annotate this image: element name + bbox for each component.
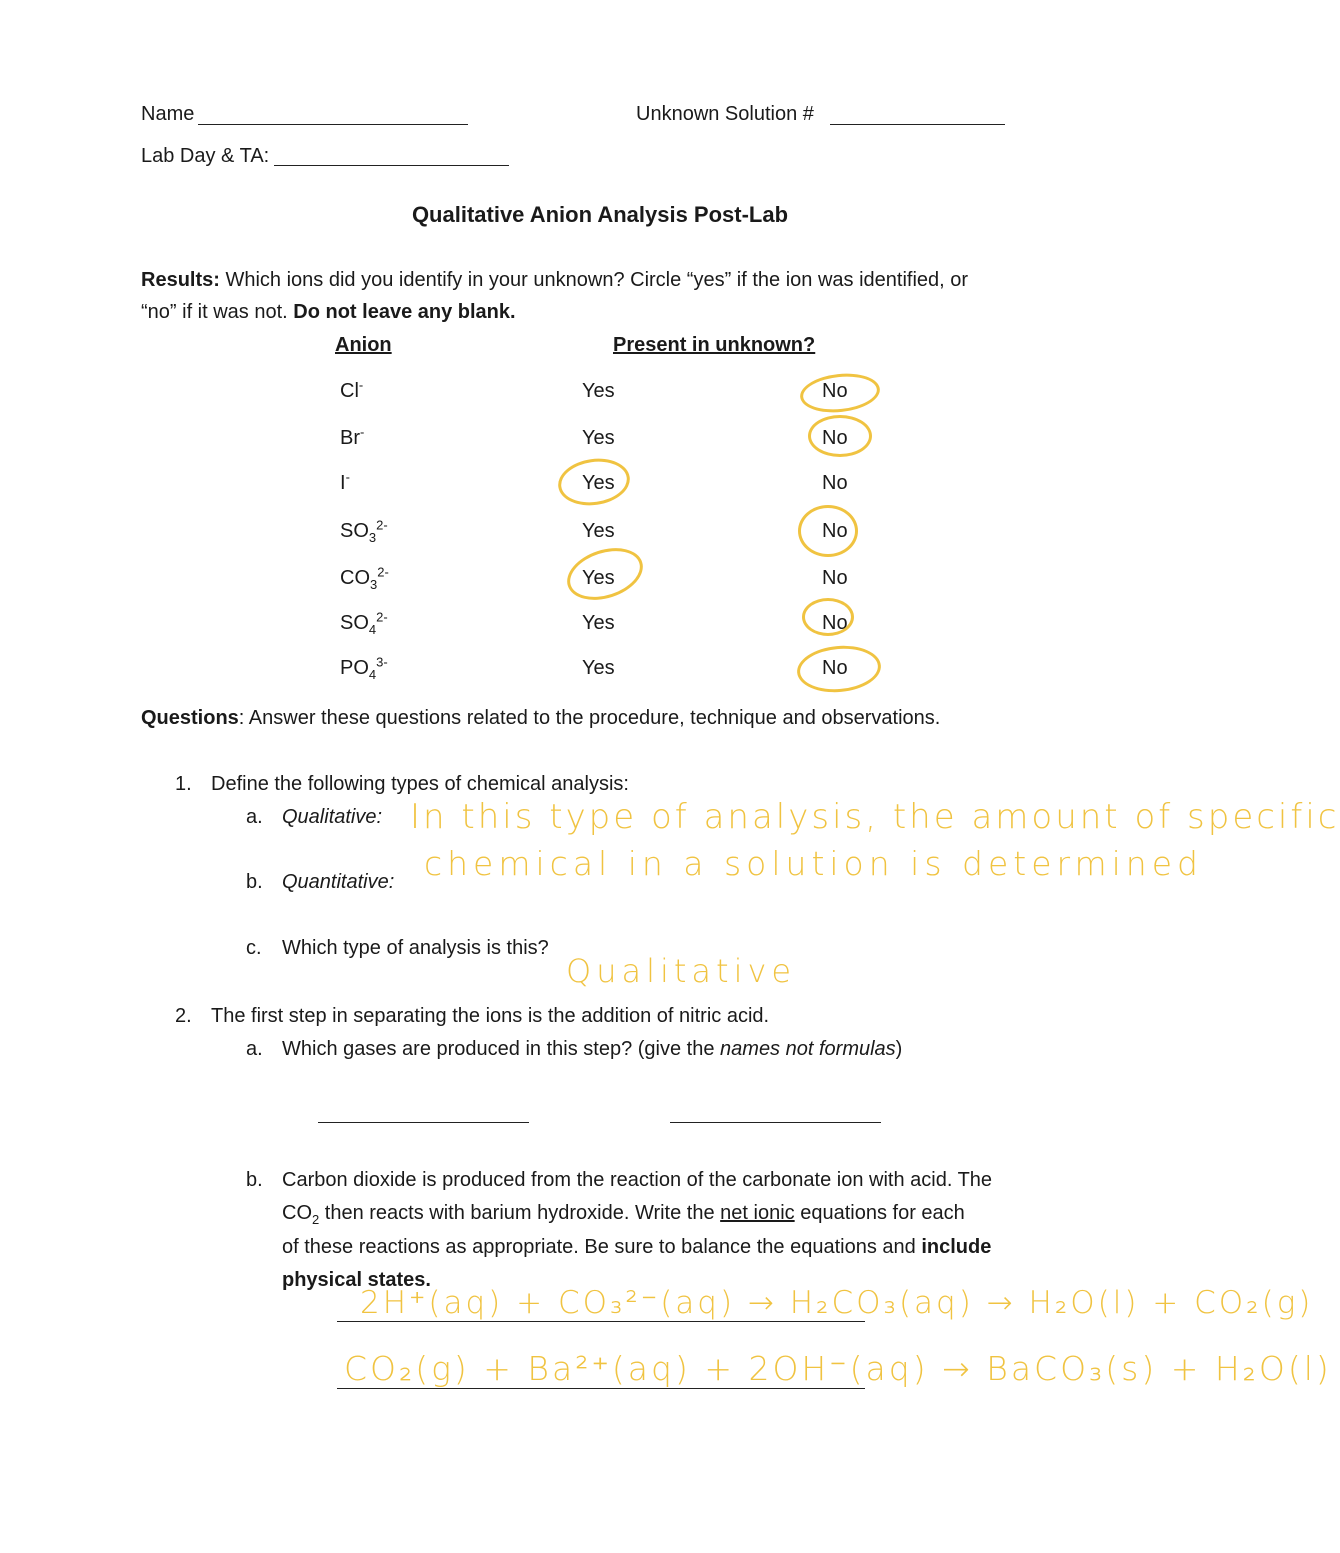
anion-subscript: 3 [368, 530, 377, 545]
no-option[interactable]: No [822, 472, 848, 494]
equation-blank-2[interactable] [337, 1388, 865, 1389]
q1c-text: Which type of analysis is this? [282, 937, 549, 959]
q2a-letter: a. [246, 1038, 263, 1060]
q1a-text: Qualitative: [282, 806, 383, 828]
yes-option[interactable]: Yes [582, 567, 615, 589]
page-title: Qualitative Anion Analysis Post-Lab [411, 202, 789, 227]
circle-mark-br-no [808, 415, 872, 457]
circle-mark-cl-no [798, 370, 882, 416]
results-text-1: Which ions did you identify in your unknown? Circle “yes” if the ion was identified, or [219, 269, 969, 291]
no-option[interactable]: No [822, 520, 848, 542]
anion-charge: 2- [376, 517, 388, 533]
labday-label: Lab Day & TA: [141, 145, 270, 167]
anion-symbol: SO [340, 520, 369, 542]
yes-option[interactable]: Yes [582, 380, 615, 402]
q1b-letter: b. [246, 871, 263, 893]
q2b-line-3-bold: include [921, 1236, 992, 1258]
q1c-letter: c. [246, 937, 262, 959]
q1-text: Define the following types of chemical analysis: [211, 773, 629, 795]
q2b-line-1: Carbon dioxide is produced from the reaction of the carbonate ion with acid. The [282, 1169, 993, 1191]
results-text-2: “no” if it was not. [141, 301, 294, 323]
q2b-line-3-pre: of these reactions as appropriate. Be sure to balance the equations and [282, 1236, 922, 1258]
anion-subscript: 4 [368, 622, 377, 637]
q2b-co2-sub: 2 [312, 1212, 320, 1227]
anion-subscript: 4 [368, 667, 377, 682]
handwritten-answer-line-1: In this type of analysis, the amount of specific [410, 797, 1340, 837]
anion-symbol: PO [340, 657, 369, 679]
gas-answer-blank-2[interactable] [670, 1122, 881, 1123]
anion-symbol: Br [340, 427, 360, 449]
results-line-1 [141, 270, 968, 290]
anion-cell [340, 469, 350, 494]
q2b-line-2 [282, 1202, 965, 1227]
anion-cell [340, 424, 365, 449]
anion-symbol: I [340, 472, 346, 494]
anion-charge: - [345, 469, 350, 485]
no-option[interactable]: No [822, 612, 848, 634]
q2a-text-2: ) [895, 1038, 903, 1060]
name-label: Name [141, 103, 195, 125]
col-header-present: Present in unknown? [613, 334, 816, 356]
yes-option[interactable]: Yes [582, 520, 615, 542]
results-label: Results: [141, 269, 220, 291]
anion-symbol: CO [340, 567, 370, 589]
anion-cell [340, 377, 364, 402]
results-text-2-bold: Do not leave any blank. [293, 301, 516, 323]
gas-answer-blank-1[interactable] [318, 1122, 529, 1123]
q2a-text [282, 1039, 902, 1059]
q2a-text-1: Which gases are produced in this step? (give the [282, 1038, 721, 1060]
q1b-text: Quantitative: [282, 871, 395, 893]
anion-cell [340, 564, 389, 592]
q2b-co2: CO [282, 1202, 312, 1224]
unknown-solution-blank[interactable] [830, 124, 1005, 125]
circle-mark-so3-no [798, 505, 858, 557]
anion-symbol: SO [340, 612, 369, 634]
questions-intro [141, 708, 940, 728]
handwritten-answer-c: Qualitative [566, 952, 797, 990]
yes-option[interactable]: Yes [582, 472, 615, 494]
no-option[interactable]: No [822, 657, 848, 679]
circle-mark-i-yes [555, 454, 633, 510]
anion-symbol: Cl [340, 380, 359, 402]
handwritten-answer-line-2: chemical in a solution is determined [424, 844, 1203, 883]
handwritten-equation-2: CO₂(g) + Ba²⁺(aq) + 2OH⁻(aq) → BaCO₃(s) + H₂O(l) [344, 1349, 1332, 1388]
labday-blank[interactable] [274, 165, 509, 166]
anion-charge: - [358, 377, 364, 393]
results-line-2 [141, 302, 516, 322]
q2b-net-ionic: net ionic [720, 1202, 795, 1224]
anion-cell [340, 609, 388, 637]
q2b-letter: b. [246, 1169, 263, 1191]
q2-number: 2. [175, 1005, 192, 1027]
circle-mark-so4-no [802, 598, 854, 636]
yes-option[interactable]: Yes [582, 612, 615, 634]
col-header-anion: Anion [335, 334, 392, 356]
handwritten-equation-1: 2H⁺(aq) + CO₃²⁻(aq) → H₂CO₃(aq) → H₂O(l) + CO₂(g) [360, 1285, 1314, 1321]
q2b-line-2-post: equations for each [794, 1202, 965, 1224]
q1a-letter: a. [246, 806, 263, 828]
anion-subscript: 3 [370, 577, 378, 592]
anion-charge: 3- [376, 654, 388, 670]
anion-charge: 2- [376, 609, 388, 625]
unknown-solution-label: Unknown Solution # [636, 103, 814, 125]
yes-option[interactable]: Yes [582, 657, 615, 679]
q2b-line-2-mid: then reacts with barium hydroxide. Write the [319, 1202, 721, 1224]
no-option[interactable]: No [822, 427, 848, 449]
yes-option[interactable]: Yes [582, 427, 615, 449]
anion-charge: 2- [377, 564, 389, 580]
q2b-line-4: physical states. [282, 1269, 431, 1291]
anion-cell [340, 654, 388, 682]
questions-label: Questions [141, 707, 239, 729]
circle-mark-po4-no [795, 642, 883, 695]
no-option[interactable]: No [822, 380, 848, 402]
name-blank[interactable] [198, 124, 468, 125]
q2a-text-italic: names not formulas [720, 1038, 896, 1060]
circle-mark-co3-yes [560, 539, 649, 609]
anion-charge: - [360, 424, 365, 440]
q2-text: The first step in separating the ions is the addition of nitric acid. [211, 1005, 770, 1027]
questions-intro-text: : Answer these questions related to the procedure, technique and observations. [238, 707, 941, 729]
equation-blank-1[interactable] [337, 1321, 865, 1322]
q1-number: 1. [175, 773, 192, 795]
q2b-line-3 [282, 1237, 991, 1257]
anion-cell [340, 517, 388, 545]
no-option[interactable]: No [822, 567, 848, 589]
